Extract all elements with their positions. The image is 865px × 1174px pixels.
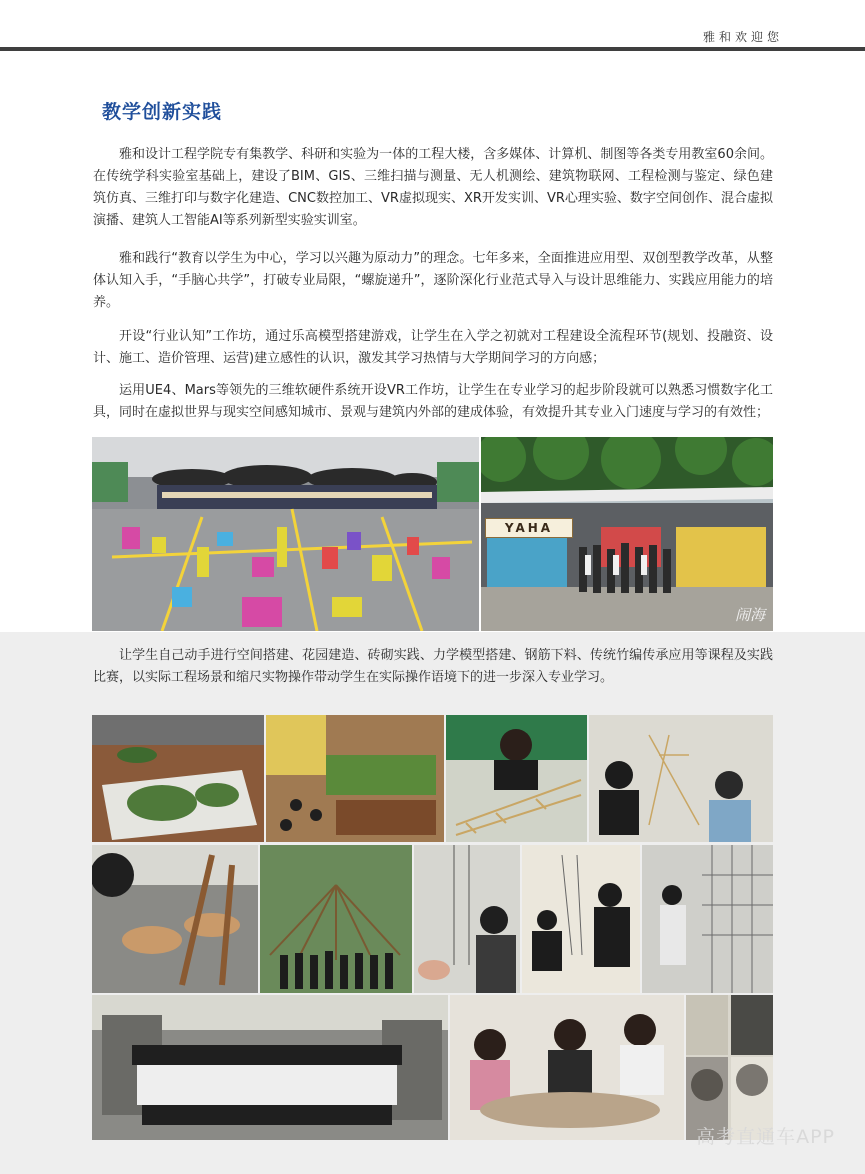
- paragraph-workshop: 开设“行业认知”工作坊，通过乐高模型搭建游戏，让学生在入学之初就对工程建设全流程环节(规划、投融资、设计、施工、造价管理、运营)建立感性的认识，激发其学习热情与大学期间学习的方向感；: [93, 329, 773, 366]
- paragraph-philosophy: 雅和践行“教育以学生为中心，学习以兴趣为原动力”的理念。七年多来，全面推进应用型、双创型教学改革，从整体认知入手，“手脑心共学”，打破专业局限，“螺旋递升”，逐阶深化行业范式导入与设计思维能力、实践应用能力的培养。: [93, 251, 773, 310]
- photographer-signature: 闹海: [734, 606, 765, 624]
- header-greeting: 雅和欢迎您: [702, 30, 783, 44]
- photo-steel-model: [522, 845, 640, 993]
- paragraph-labs: 雅和设计工程学院专有集教学、科研和实验为一体的工程大楼，含多媒体、计算机、制图等各类专用教室60余间。在传统学科实验室基础上，建设了BIM、GIS、三维扫描与测量、无人机测绘、建筑物联网、工程检测与鉴定、绿色建筑仿真、三维打印与数字化建造、CNC数控加工、VR虚拟现实、XR开发实训、VR心理实验、数字空间创作、混合虚拟演播、建筑人工智能AI等系列新型实验实训室。: [93, 147, 773, 228]
- photo-bamboo-truss: [446, 715, 587, 842]
- photo-craft-table: [450, 995, 684, 1140]
- page-header: [0, 0, 865, 52]
- photo-garden-model: [92, 715, 264, 842]
- photo-rebar-frame: [642, 845, 773, 993]
- photo-wire-tower: [414, 845, 520, 993]
- photo-tower-model: [589, 715, 773, 842]
- photo-lego-workshop: [92, 437, 479, 631]
- yaha-sign: YAHA: [485, 518, 573, 538]
- practice-caption: 让学生自己动手进行空间搭建、花园建造、砖砌实践、力学模型搭建、钢筋下料、传统竹编传承应用等课程及实践比赛，以实际工程场景和缩尺实物操作带动学生在实际操作语境下的进一步深入专业学习。: [93, 648, 773, 685]
- photo-artifacts: [686, 995, 773, 1140]
- photo-group-market: [481, 437, 773, 631]
- watermark: 高考直通车APP: [696, 1126, 835, 1148]
- header-rule: [0, 47, 865, 51]
- photo-bamboo-dome: [260, 845, 412, 993]
- photo-brick-work: [92, 845, 258, 993]
- section-title: 教学创新实践: [102, 101, 223, 123]
- photo-class-group: [92, 995, 448, 1140]
- photo-garden-build: [266, 715, 444, 842]
- paragraph-vr: 运用UE4、Mars等领先的三维软硬件系统开设VR工作坊，让学生在专业学习的起步阶段就可以熟悉习惯数字化工具，同时在虚拟世界与现实空间感知城市、景观与建筑内外部的建成体验，有效提升其专业入门速度与学习的有效性；: [93, 383, 773, 420]
